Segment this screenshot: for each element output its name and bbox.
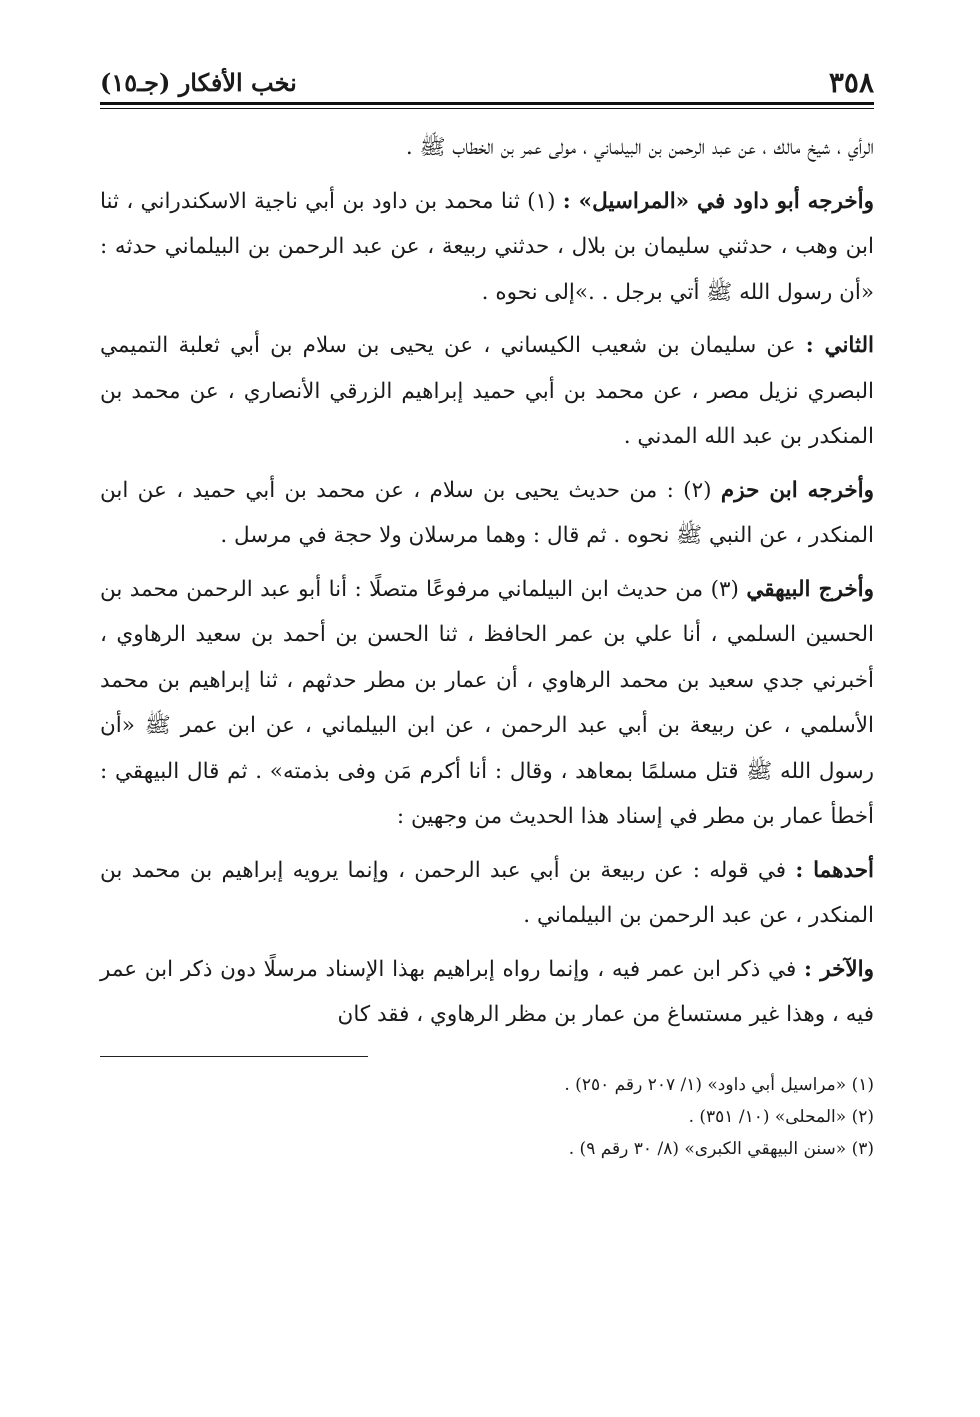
paragraph-2-text: (١) ثنا محمد بن داود بن أبي ناجية الاسكندراني ، ثنا ابن وهب ، حدثني سليمان بن بلال ، حدثني ربيعة ، عن عبد الرحمن بن البيلماني حدثه : «أن رسول الله ﷺ أتي برجل . .»إلى نحوه . [100,188,874,305]
paragraph-6-text: في قوله : عن ربيعة بن أبي عبد الرحمن ، وإنما يرويه إبراهيم بن محمد بن المنكدر ، عن عبد الرحمن بن البيلماني . [100,857,874,928]
paragraph-1-text: الرأي ، شيخ مالك ، عن عبد الرحمن بن البيلماني ، مولى عمر بن الخطاب ﷺ . [405,135,874,160]
header-rule-thick [100,102,874,105]
book-page [100,58,874,1378]
paragraph-5-lead: وأخرج البيهقي [746,576,874,602]
footnotes [100,1069,874,1165]
header-rule-thin [100,108,874,109]
paragraph-7 [100,947,874,1038]
paragraph-4-text: (٢) : من حديث يحيى بن سلام ، عن محمد بن أبي حميد ، عن ابن المنكدر ، عن النبي ﷺ نحوه . ثم قال : وهما مرسلان ولا حجة في مرسل . [100,477,874,548]
paragraph-2-lead: وأخرجه أبو داود في «المراسيل» : [562,188,874,214]
paragraph-2 [100,179,874,316]
paragraph-4 [100,468,874,559]
main-text [100,125,874,1038]
paragraph-3 [100,323,874,460]
paragraph-5 [100,567,874,840]
footnote-1: (١) «مراسيل أبي داود» (١/ ٢٠٧ رقم ٢٥٠) . [564,1074,874,1095]
paragraph-3-text: عن سليمان بن شعيب الكيساني ، عن يحيى بن سلام بن أبي ثعلبة التميمي البصري نزيل مصر ، عن محمد بن أبي حميد إبراهيم الزرقي الأنصاري ، عن محمد بن المنكدر بن عبد الله المدني . [100,333,874,449]
page-header [100,58,874,100]
footnote-3: (٣) «سنن البيهقي الكبرى» (٨/ ٣٠ رقم ٩) . [568,1138,874,1159]
paragraph-4-lead: وأخرجه ابن حزم [720,477,874,503]
running-title: نخب الأفكار (جـ١٥) [100,68,297,97]
footnote-separator [100,1056,368,1057]
paragraph-6-lead: أحدهما : [795,857,874,883]
paragraph-5-text: (٣) من حديث ابن البيلماني مرفوعًا متصلًا : أنا أبو عبد الرحمن محمد بن الحسين السلمي ، أنا علي بن عمر الحافظ ، ثنا الحسن بن أحمد بن سعيد الرهاوي ، أخبرني جدي سعيد بن محمد الرهاوي ، أن عمار بن مطر حدثهم ، ثنا إبراهيم بن محمد الأسلمي ، عن ربيعة بن أبي عبد الرحمن ، عن ابن البيلماني ، عن ابن عمر ﷺ «أن رسول الله ﷺ قتل مسلمًا بمعاهد ، وقال : أنا أكرم مَن وفى بذمته» . ثم قال البيهقي : أخطأ عمار بن مطر في إسناد هذا الحديث من وجهين : [100,576,874,829]
paragraph-6 [100,848,874,939]
paragraph-1 [100,125,874,171]
paragraph-7-lead: والآخر : [803,956,874,982]
paragraph-3-lead: الثاني : [805,333,874,358]
paragraph-7-text: في ذكر ابن عمر فيه ، وإنما رواه إبراهيم بهذا الإسناد مرسلًا دون ذكر ابن عمر فيه ، وهذا غير مستساغ من عمار بن مظر الرهاوي ، فقد كان [100,956,874,1027]
page-number: ٣٥٨ [828,66,874,99]
footnote-2: (٢) «المحلى» (١٠/ ٣٥١) . [688,1106,874,1127]
